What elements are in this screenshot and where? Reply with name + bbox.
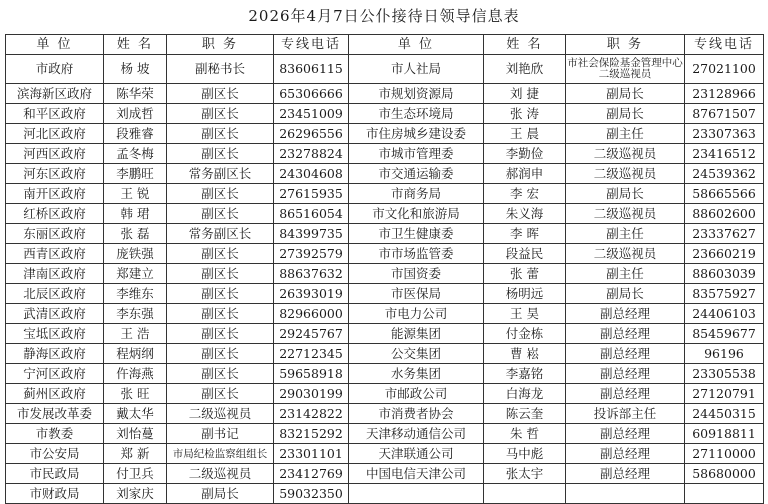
position-cell: 副总经理 <box>566 364 685 384</box>
position-cell: 副总经理 <box>566 444 685 464</box>
phone-cell: 29030199 <box>274 384 349 404</box>
unit-cell: 市邮政公司 <box>349 384 484 404</box>
position-cell: 副局长 <box>566 104 685 124</box>
position-cell: 副主任 <box>566 224 685 244</box>
position-cell: 副区长 <box>167 384 274 404</box>
unit-cell: 西青区政府 <box>6 244 104 264</box>
position-cell: 副总经理 <box>566 384 685 404</box>
unit-cell <box>349 484 484 504</box>
phone-cell: 84399735 <box>274 224 349 244</box>
position-cell: 副总经理 <box>566 344 685 364</box>
unit-cell: 河北区政府 <box>6 124 104 144</box>
phone-cell: 23451009 <box>274 104 349 124</box>
phone-header: 专线电话 <box>274 35 349 55</box>
name-cell: 刘家庆 <box>104 484 167 504</box>
unit-cell: 东丽区政府 <box>6 224 104 244</box>
name-cell: 马中彪 <box>484 444 566 464</box>
unit-cell: 红桥区政府 <box>6 204 104 224</box>
unit-cell: 天津移动通信公司 <box>349 424 484 444</box>
phone-cell: 23307363 <box>685 124 764 144</box>
page-title: 2026年4月7日公仆接待日领导信息表 <box>248 7 520 25</box>
unit-cell: 市卫生健康委 <box>349 224 484 244</box>
position-cell: 副区长 <box>167 204 274 224</box>
name-cell: 仵海燕 <box>104 364 167 384</box>
position-cell: 二级巡视员 <box>566 244 685 264</box>
name-cell: 杨 坡 <box>104 55 167 84</box>
position-cell: 副总经理 <box>566 424 685 444</box>
name-cell: 刘艳欣 <box>484 55 566 84</box>
phone-cell: 23337627 <box>685 224 764 244</box>
unit-cell: 市生态环境局 <box>349 104 484 124</box>
phone-cell: 27615935 <box>274 184 349 204</box>
position-cell: 副主任 <box>566 264 685 284</box>
name-cell: 韩 珺 <box>104 204 167 224</box>
unit-cell: 市电力公司 <box>349 304 484 324</box>
table-row <box>6 444 764 464</box>
unit-cell: 市发展改革委 <box>6 404 104 424</box>
name-cell: 王 浩 <box>104 324 167 344</box>
unit-cell: 静海区政府 <box>6 344 104 364</box>
position-cell: 副书记 <box>167 424 274 444</box>
unit-cell: 能源集团 <box>349 324 484 344</box>
position-cell: 副总经理 <box>566 304 685 324</box>
name-cell: 李鹏旺 <box>104 164 167 184</box>
phone-cell: 83215292 <box>274 424 349 444</box>
name-cell: 王 昊 <box>484 304 566 324</box>
table-row <box>6 264 764 284</box>
table-row <box>6 144 764 164</box>
position-cell: 副区长 <box>167 184 274 204</box>
unit-cell: 水务集团 <box>349 364 484 384</box>
name-cell: 李勤俭 <box>484 144 566 164</box>
name-cell: 朱义海 <box>484 204 566 224</box>
position-header-2: 职 务 <box>566 35 685 55</box>
name-cell: 李 宏 <box>484 184 566 204</box>
table-row <box>6 244 764 264</box>
name-cell: 张太宇 <box>484 464 566 484</box>
unit-cell: 市民政局 <box>6 464 104 484</box>
name-cell: 张 涛 <box>484 104 566 124</box>
phone-cell: 23301101 <box>274 444 349 464</box>
table-row <box>6 304 764 324</box>
unit-cell: 南开区政府 <box>6 184 104 204</box>
phone-cell: 29245767 <box>274 324 349 344</box>
unit-cell: 蓟州区政府 <box>6 384 104 404</box>
phone-cell: 24406103 <box>685 304 764 324</box>
position-cell: 市社会保险基金管理中心二级巡视员 <box>566 55 685 84</box>
name-cell: 张 旺 <box>104 384 167 404</box>
name-cell: 刘怡蔓 <box>104 424 167 444</box>
unit-cell: 宁河区政府 <box>6 364 104 384</box>
position-cell: 副局长 <box>566 284 685 304</box>
phone-cell: 23412769 <box>274 464 349 484</box>
position-cell: 二级巡视员 <box>566 164 685 184</box>
unit-header-2: 单 位 <box>349 35 484 55</box>
unit-cell: 市市场监管委 <box>349 244 484 264</box>
position-header: 职 务 <box>167 35 274 55</box>
position-cell: 副区长 <box>167 344 274 364</box>
position-cell: 副区长 <box>167 364 274 384</box>
position-cell: 副区长 <box>167 144 274 164</box>
unit-cell: 市教委 <box>6 424 104 444</box>
position-cell <box>566 484 685 504</box>
phone-cell: 96196 <box>685 344 764 364</box>
position-cell: 副主任 <box>566 124 685 144</box>
name-cell: 郑 新 <box>104 444 167 464</box>
position-cell: 二级巡视员 <box>167 464 274 484</box>
unit-cell: 北辰区政府 <box>6 284 104 304</box>
phone-cell: 59032350 <box>274 484 349 504</box>
name-header: 姓 名 <box>104 35 167 55</box>
name-cell: 刘成哲 <box>104 104 167 124</box>
unit-cell: 公交集团 <box>349 344 484 364</box>
unit-cell: 中国电信天津公司 <box>349 464 484 484</box>
table-row <box>6 184 764 204</box>
phone-cell: 23305538 <box>685 364 764 384</box>
table-row <box>6 344 764 364</box>
phone-cell: 88602600 <box>685 204 764 224</box>
name-cell: 戴太华 <box>104 404 167 424</box>
name-cell: 陈云奎 <box>484 404 566 424</box>
position-cell: 副区长 <box>167 104 274 124</box>
phone-cell: 24304608 <box>274 164 349 184</box>
name-cell: 王 晨 <box>484 124 566 144</box>
unit-cell: 河东区政府 <box>6 164 104 184</box>
phone-cell: 58665566 <box>685 184 764 204</box>
phone-cell: 88637632 <box>274 264 349 284</box>
unit-cell: 市人社局 <box>349 55 484 84</box>
unit-cell: 市医保局 <box>349 284 484 304</box>
phone-cell: 27021100 <box>685 55 764 84</box>
name-cell: 郑建立 <box>104 264 167 284</box>
position-cell: 常务副区长 <box>167 164 274 184</box>
name-cell: 段益民 <box>484 244 566 264</box>
phone-cell: 59658918 <box>274 364 349 384</box>
phone-cell: 83575927 <box>685 284 764 304</box>
table-row <box>6 484 764 504</box>
phone-cell: 85459677 <box>685 324 764 344</box>
name-cell: 程炳纲 <box>104 344 167 364</box>
name-cell: 付卫兵 <box>104 464 167 484</box>
unit-cell: 河西区政府 <box>6 144 104 164</box>
position-cell: 二级巡视员 <box>566 204 685 224</box>
position-cell: 副区长 <box>167 264 274 284</box>
table-row <box>6 284 764 304</box>
name-cell: 李 晖 <box>484 224 566 244</box>
position-cell: 副区长 <box>167 324 274 344</box>
name-header-2: 姓 名 <box>484 35 566 55</box>
phone-cell: 65306666 <box>274 84 349 104</box>
unit-cell: 市文化和旅游局 <box>349 204 484 224</box>
unit-cell: 武清区政府 <box>6 304 104 324</box>
leader-info-table <box>5 34 764 504</box>
position-cell: 副总经理 <box>566 464 685 484</box>
phone-cell: 24450315 <box>685 404 764 424</box>
phone-cell: 26296556 <box>274 124 349 144</box>
phone-cell: 27392579 <box>274 244 349 264</box>
table-row <box>6 364 764 384</box>
unit-cell: 市交通运输委 <box>349 164 484 184</box>
phone-cell: 27110000 <box>685 444 764 464</box>
name-cell: 郝润申 <box>484 164 566 184</box>
phone-header-2: 专线电话 <box>685 35 764 55</box>
name-cell: 张 蕾 <box>484 264 566 284</box>
name-cell: 张 磊 <box>104 224 167 244</box>
position-cell: 常务副区长 <box>167 224 274 244</box>
table-row <box>6 424 764 444</box>
phone-cell: 86516054 <box>274 204 349 224</box>
position-cell: 副区长 <box>167 84 274 104</box>
phone-cell: 22712345 <box>274 344 349 364</box>
table-row <box>6 324 764 344</box>
table-row <box>6 464 764 484</box>
phone-cell: 23416512 <box>685 144 764 164</box>
position-cell: 投诉部主任 <box>566 404 685 424</box>
phone-cell: 88603039 <box>685 264 764 284</box>
name-cell: 庞铁强 <box>104 244 167 264</box>
phone-cell: 23142822 <box>274 404 349 424</box>
position-cell: 副秘书长 <box>167 55 274 84</box>
position-cell: 副局长 <box>566 184 685 204</box>
name-cell: 陈华荣 <box>104 84 167 104</box>
phone-cell: 23128966 <box>685 84 764 104</box>
name-cell <box>484 484 566 504</box>
position-cell: 二级巡视员 <box>566 144 685 164</box>
name-cell: 杨明远 <box>484 284 566 304</box>
position-cell: 副区长 <box>167 124 274 144</box>
phone-cell: 60918811 <box>685 424 764 444</box>
position-cell: 市局纪检监察组组长 <box>167 444 274 464</box>
name-cell: 付金栋 <box>484 324 566 344</box>
table-row <box>6 124 764 144</box>
position-cell: 副区长 <box>167 244 274 264</box>
unit-cell: 市公安局 <box>6 444 104 464</box>
phone-cell: 24539362 <box>685 164 764 184</box>
name-cell: 段雅睿 <box>104 124 167 144</box>
table-row <box>6 404 764 424</box>
phone-cell: 27120791 <box>685 384 764 404</box>
name-cell: 李维东 <box>104 284 167 304</box>
phone-cell: 23660219 <box>685 244 764 264</box>
position-cell: 副区长 <box>167 304 274 324</box>
name-cell: 孟冬梅 <box>104 144 167 164</box>
unit-cell: 市财政局 <box>6 484 104 504</box>
phone-cell <box>685 484 764 504</box>
unit-cell: 天津联通公司 <box>349 444 484 464</box>
table-row <box>6 204 764 224</box>
table-row <box>6 55 764 84</box>
header-row <box>6 35 764 55</box>
phone-cell: 58680000 <box>685 464 764 484</box>
phone-cell: 87671507 <box>685 104 764 124</box>
table-row <box>6 104 764 124</box>
unit-cell: 市住房城乡建设委 <box>349 124 484 144</box>
position-cell: 副局长 <box>167 484 274 504</box>
position-cell: 副区长 <box>167 284 274 304</box>
name-cell: 王 锐 <box>104 184 167 204</box>
phone-cell: 83606115 <box>274 55 349 84</box>
unit-cell: 市规划资源局 <box>349 84 484 104</box>
unit-cell: 市消费者协会 <box>349 404 484 424</box>
unit-cell: 市商务局 <box>349 184 484 204</box>
position-cell: 副总经理 <box>566 324 685 344</box>
name-cell: 刘 捷 <box>484 84 566 104</box>
unit-cell: 市政府 <box>6 55 104 84</box>
position-cell: 副局长 <box>566 84 685 104</box>
unit-cell: 市国资委 <box>349 264 484 284</box>
table-row <box>6 384 764 404</box>
name-cell: 朱 哲 <box>484 424 566 444</box>
phone-cell: 26393019 <box>274 284 349 304</box>
table-row <box>6 164 764 184</box>
unit-cell: 和平区政府 <box>6 104 104 124</box>
name-cell: 曹 崧 <box>484 344 566 364</box>
table-row <box>6 84 764 104</box>
name-cell: 白海龙 <box>484 384 566 404</box>
unit-cell: 津南区政府 <box>6 264 104 284</box>
phone-cell: 82966000 <box>274 304 349 324</box>
unit-cell: 宝坻区政府 <box>6 324 104 344</box>
unit-cell: 市城市管理委 <box>349 144 484 164</box>
unit-cell: 滨海新区政府 <box>6 84 104 104</box>
table-row <box>6 224 764 244</box>
position-cell: 二级巡视员 <box>167 404 274 424</box>
unit-header: 单 位 <box>6 35 104 55</box>
table-body <box>6 55 764 504</box>
name-cell: 李东强 <box>104 304 167 324</box>
phone-cell: 23278824 <box>274 144 349 164</box>
name-cell: 李嘉铭 <box>484 364 566 384</box>
